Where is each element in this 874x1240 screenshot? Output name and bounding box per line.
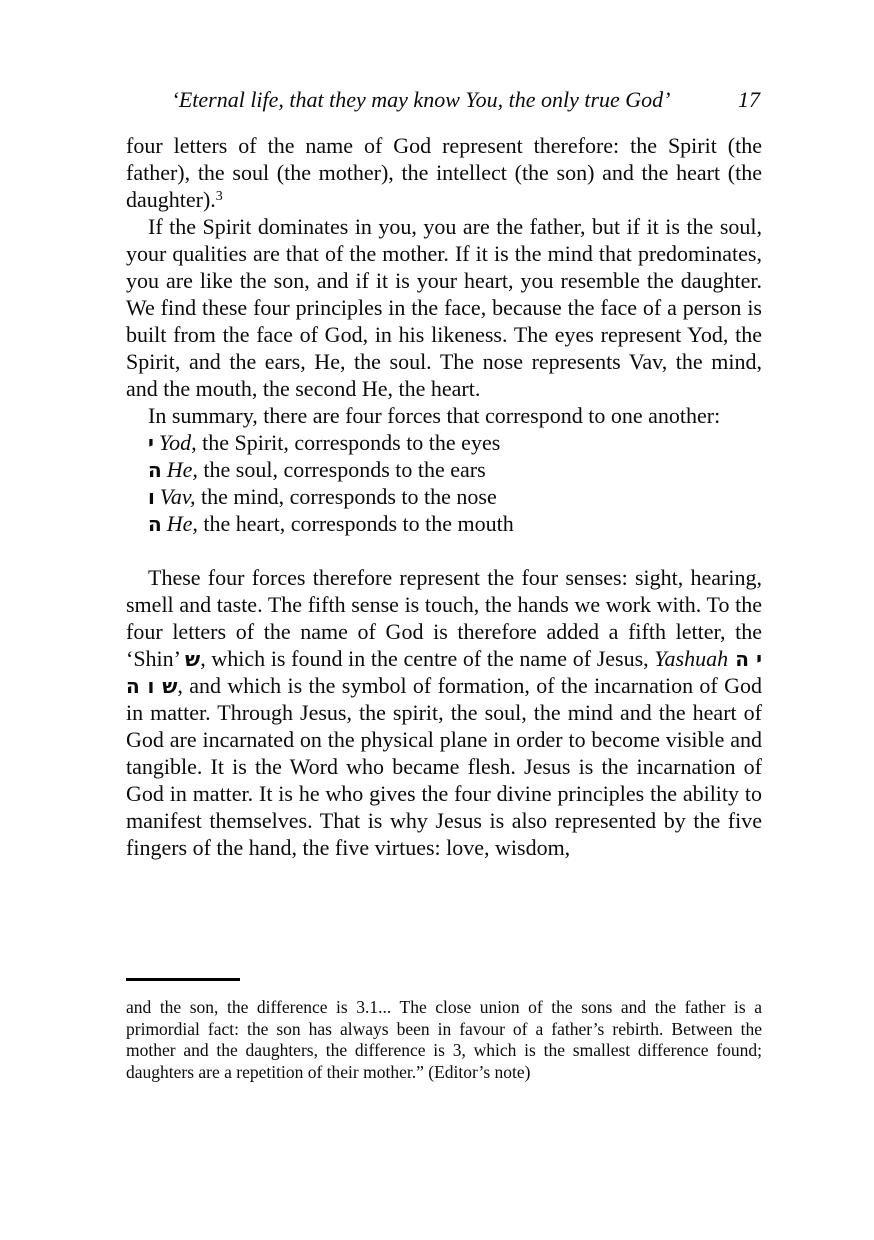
paragraph-spirit-dominates: If the Spirit dominates in you, you are the father, but if it is the soul, your qualities are that of the mother. If it is the mind that predominates, you are like the son, and if it is your heart, you resemble the daughter. We find these four principles in the face, because the face of a person is built from the face of God, in his likeness. The eyes represent Yod, the Spirit, and the ears, He, the soul. The nose represents Vav, the mind, and the mouth, the second He, the heart.: [126, 214, 762, 401]
paragraph-four-forces: [126, 564, 762, 861]
letter-name: Vav,: [159, 484, 196, 509]
letter-name: He,: [166, 457, 198, 482]
hebrew-letter-yod: י: [148, 431, 154, 455]
correspondence-list: [126, 429, 762, 537]
footnote-reference-3: 3: [215, 189, 223, 204]
list-item-vav: [148, 483, 762, 510]
list-item-he-2: [148, 510, 762, 537]
list-item-text: the Spirit, corresponds to the eyes: [196, 430, 501, 455]
footnote-separator-rule: [126, 978, 240, 981]
hebrew-letter-he: ה: [148, 512, 162, 536]
list-item-yod: [148, 429, 762, 456]
list-item-text: the mind, corresponds to the nose: [195, 484, 497, 509]
paragraph-in-summary: In summary, there are four forces that correspond to one another:: [148, 403, 721, 428]
running-title: ‘Eternal life, that they may know You, the only true God’: [171, 87, 671, 112]
footnote-text: and the son, the difference is 3.1... The close union of the sons and the father is a primordial fact: the son has always been in favour of a father’s rebirth. Between the mother and the daughters, the difference is 3, which is the smallest difference found; daughters are a repetition of their mother.” (Editor’s note): [126, 997, 762, 1082]
running-head: [126, 87, 762, 113]
paragraph-text: , and which is the symbol of formation, of the incarnation of God in matter. Through Jesus, the spirit, the soul, the mind and the heart of God are incarnated on the physical plane in order to become visible and tangible. It is the Word who became flesh. Jesus is the incarnation of God in matter. It is he who gives the four divine principles the ability to manifest themselves. That is why Jesus is also represented by the five fingers of the hand, the five virtues: love, wisdom,: [126, 673, 763, 860]
yashuah-italic: Yashuah: [654, 646, 729, 671]
letter-name: He,: [166, 511, 198, 536]
paragraph-text: These four forces therefore represent the four senses: sight, hearing, smell and taste. The fifth sense is touch, the hands we work with. To the four letters of the name of God is therefore added a fifth letter, the ‘Shin’: [126, 565, 762, 671]
hebrew-letter-shin: ש: [185, 647, 201, 671]
body-text-column: [126, 132, 762, 861]
page-number: 17: [738, 87, 760, 112]
list-item-he-1: [148, 456, 762, 483]
footnote-area: [126, 978, 762, 1083]
paragraph-four-letters: [126, 132, 762, 213]
hebrew-letter-vav: ו: [148, 485, 155, 509]
letter-name: Yod,: [158, 430, 197, 455]
hebrew-letter-he: ה: [148, 458, 162, 482]
paragraph-text: , which is found in the centre of the name of Jesus,: [200, 646, 655, 671]
paragraph-text: four letters of the name of God represent therefore: the Spirit (the father), the soul (the mother), the intellect (the son) and the heart (the daughter).: [126, 133, 762, 212]
hebrew-word-yashuah: י ה ש ו ה: [126, 647, 763, 698]
list-item-text: the soul, corresponds to the ears: [197, 457, 486, 482]
list-item-text: the heart, corresponds to the mouth: [197, 511, 514, 536]
